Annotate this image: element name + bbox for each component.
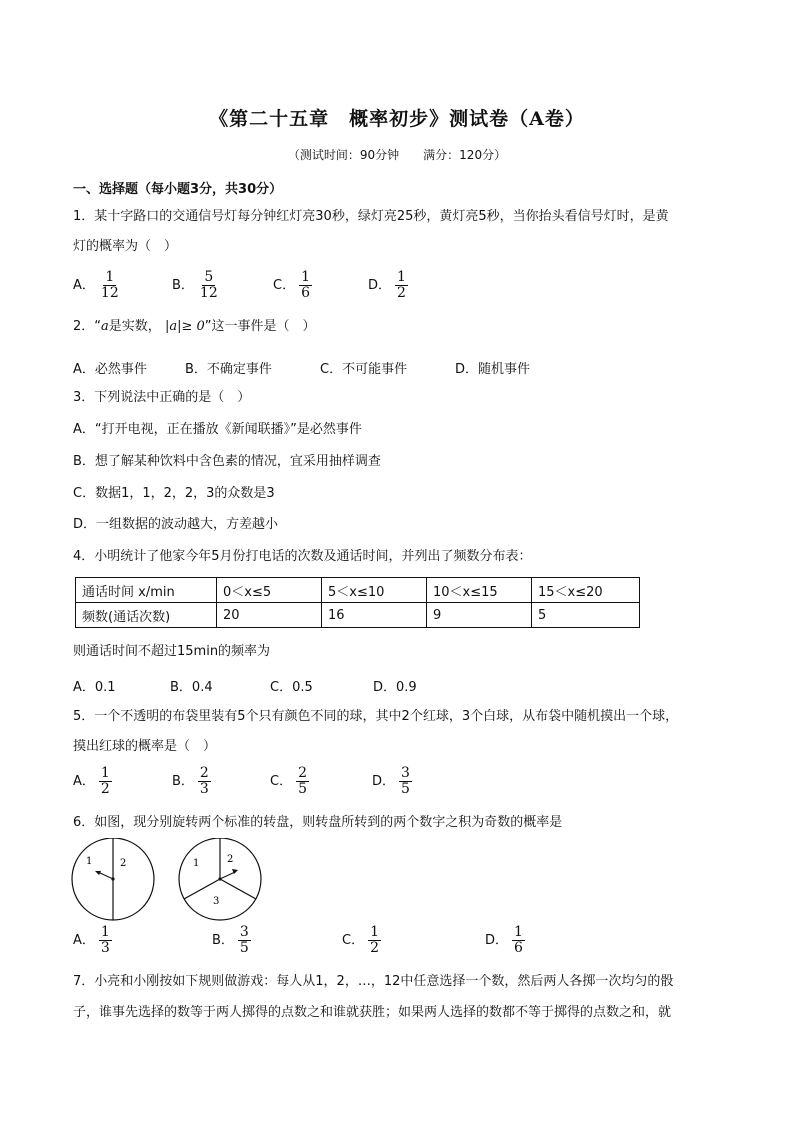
q4-option-a: A．0.1: [73, 680, 116, 695]
q4-question: 则通话时间不超过15min的频率为: [73, 644, 271, 659]
section-heading: 一、选择题（每小题3分，共30分）: [73, 182, 283, 197]
table-cell: 20: [217, 603, 322, 628]
spinner-label: 1: [86, 856, 93, 867]
table-cell: 10＜x≤15: [427, 578, 532, 603]
q1-option-a: A． $\frac{1}{12}$: [73, 269, 119, 301]
table-cell: 通话时间 x/min: [76, 578, 217, 603]
table-cell: 5＜x≤10: [322, 578, 427, 603]
q7-stem-line1: 7．小亮和小刚按如下规则做游戏：每人从1，2，…，12中任意选择一个数，然后两人各掷一次均匀的骰: [73, 974, 674, 989]
q1-option-d: D． $\frac{1}{2}$: [368, 269, 406, 301]
table-cell: 16: [322, 603, 427, 628]
spinner-label: 2: [120, 858, 127, 869]
frequency-table: [75, 577, 640, 628]
q2-option-a: A．必然事件: [73, 362, 147, 377]
q5-option-a: A． $\frac{1}{2}$: [73, 765, 110, 797]
page-title: 《第二十五章 概率初步》测试卷（A卷）: [209, 108, 585, 130]
spinner-label: 1: [193, 858, 200, 869]
q2-stem: 2．“a是实数， |a|≥ 0”这一事件是（ ）: [73, 319, 316, 334]
q2-option-c: C．不可能事件: [320, 362, 408, 377]
q6-option-b: B． $\frac{3}{5}$: [212, 924, 249, 956]
spinner-pointer: [220, 872, 235, 879]
q2-option-b: B．不确定事件: [185, 362, 272, 377]
table-cell: 频数(通话次数): [76, 603, 217, 628]
spinner-divider: [220, 879, 256, 899]
spinner-pointer: [98, 872, 113, 879]
q4-option-d: D．0.9: [373, 680, 417, 695]
q5-stem-line2: 摸出红球的概率是（ ）: [73, 739, 217, 754]
spinner-2-sections: [68, 838, 158, 922]
spinner-3-sections: [175, 838, 265, 922]
q1-stem-line1: 1．某十字路口的交通信号灯每分钟红灯亮30秒，绿灯亮25秒，黄灯亮5秒，当你抬头看信号灯时，是黄: [73, 209, 669, 224]
q3-option-b: B．想了解某种饮料中含色素的情况，宜采用抽样调查: [73, 454, 381, 469]
q1-stem-line2: 灯的概率为（ ）: [73, 239, 178, 254]
exam-info: （测试时间：90分钟 满分：120分）: [287, 148, 507, 162]
table-cell: 0＜x≤5: [217, 578, 322, 603]
table-row: [76, 603, 640, 628]
q3-option-a: A．“打开电视，正在播放《新闻联播》”是必然事件: [73, 422, 362, 437]
q3-option-d: D．一组数据的波动越大，方差越小: [73, 517, 279, 532]
q1-option-b: B． $\frac{5}{12}$: [172, 269, 218, 301]
table-cell: 15＜x≤20: [532, 578, 640, 603]
q7-stem-line2: 子，谁事先选择的数等于两人掷得的点数之和谁就获胜；如果两人选择的数都不等于掷得的点数之和，就: [73, 1005, 672, 1020]
q2-option-d: D．随机事件: [455, 362, 531, 377]
q6-option-c: C． $\frac{1}{2}$: [342, 924, 379, 956]
q5-option-d: D． $\frac{3}{5}$: [372, 765, 410, 797]
q6-stem: 6．如图，现分别旋转两个标准的转盘，则转盘所转到的两个数字之积为奇数的概率是: [73, 815, 563, 830]
q6-option-a: A． $\frac{1}{3}$: [73, 924, 110, 956]
table-cell: 9: [427, 603, 532, 628]
spinner-label: 3: [213, 896, 220, 907]
spinner-center: [218, 877, 221, 880]
q5-option-b: B． $\frac{2}{3}$: [172, 765, 209, 797]
q3-option-c: C．数据1，1，2，2，3的众数是3: [73, 486, 275, 501]
spinner-label: 2: [227, 854, 234, 865]
q5-stem-line1: 5．一个不透明的布袋里装有5个只有颜色不同的球，其中2个红球，3个白球，从布袋中随机摸出一个球，: [73, 709, 679, 724]
q3-stem: 3．下列说法中正确的是（ ）: [73, 390, 251, 405]
q4-option-b: B．0.4: [170, 680, 213, 695]
q6-option-d: D． $\frac{1}{6}$: [485, 924, 523, 956]
spinner-center: [111, 877, 114, 880]
q4-stem: 4．小明统计了他家今年5月份打电话的次数及通话时间，并列出了频数分布表：: [73, 549, 532, 564]
q5-option-c: C． $\frac{2}{5}$: [270, 765, 307, 797]
table-cell: 5: [532, 603, 640, 628]
q4-option-c: C．0.5: [270, 680, 313, 695]
q1-option-c: C． $\frac{1}{6}$: [273, 269, 310, 301]
table-row: [76, 578, 640, 603]
